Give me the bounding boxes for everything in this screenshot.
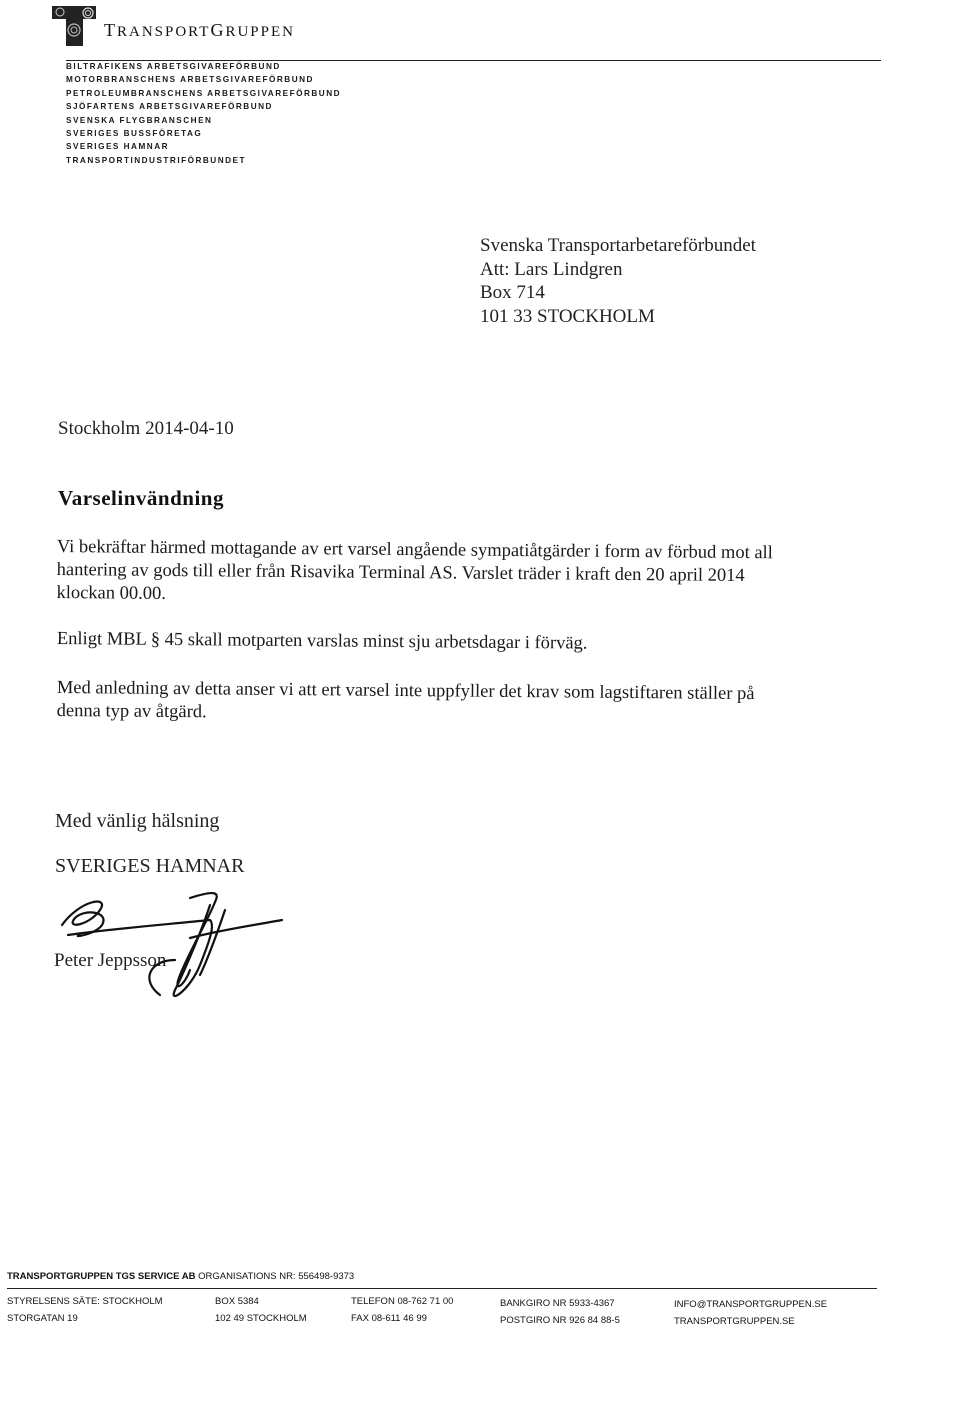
member-item: PETROLEUMBRANSCHENS ARBETSGIVAREFÖRBUND <box>66 88 342 98</box>
footer-email: INFO@TRANSPORTGRUPPEN.SE <box>674 1299 828 1310</box>
member-item: SVERIGES HAMNAR <box>66 142 170 152</box>
signatory-name: Peter Jeppsson <box>54 950 167 971</box>
footer-column-postal <box>215 1293 307 1327</box>
body-paragraph: Enligt MBL § 45 skall motparten varslas minst sju arbetsdagar i förväg. <box>56 628 588 654</box>
footer-rule <box>7 1288 877 1289</box>
footer-org-number: ORGANISATIONS NR: 556498-9373 <box>198 1271 355 1282</box>
body-paragraph: Med anledning av detta anser vi att ert varsel inte uppfyller det krav som lagstiftaren ställer på denna typ av åtgärd. <box>56 677 755 723</box>
footer-box: BOX 5384 <box>215 1296 259 1307</box>
recipient-organisation: Svenska Transportarbetareförbundet <box>480 235 756 256</box>
member-item: MOTORBRANSCHENS ARBETSGIVAREFÖRBUND <box>66 75 314 85</box>
footer-column-web <box>674 1296 827 1330</box>
brand-name: TRANSPORTGRUPPEN <box>104 20 295 40</box>
footer-website: TRANSPORTGRUPPEN.SE <box>674 1316 795 1327</box>
footer-column-seat <box>7 1293 163 1327</box>
footer-postgiro: POSTGIRO NR 926 84 88-5 <box>500 1315 620 1326</box>
recipient-address <box>480 234 756 328</box>
body-paragraph: Vi bekräftar härmed mottagande av ert varsel angående sympatiåtgärder i form av förbud mot all hantering av gods till eller från Risavika Terminal AS. Varslet träder i kraft den 20 april 2014 klockan 00.00. <box>56 536 773 604</box>
recipient-box: Box 714 <box>480 282 545 303</box>
letter-subject: Varselinvändning <box>58 486 224 510</box>
footer-postal: 102 49 STOCKHOLM <box>215 1313 307 1324</box>
footer-street: STORGATAN 19 <box>7 1313 78 1324</box>
footer-company-name: TRANSPORTGRUPPEN TGS SERVICE AB <box>7 1271 196 1282</box>
footer-telephone: TELEFON 08-762 71 00 <box>351 1296 454 1307</box>
member-item: BILTRAFIKENS ARBETSGIVAREFÖRBUND <box>66 62 281 71</box>
footer-seat: STYRELSENS SÄTE: STOCKHOLM <box>7 1296 163 1307</box>
footer-bankgiro: BANKGIRO NR 5933-4367 <box>500 1298 615 1309</box>
member-item: TRANSPORTINDUSTRIFÖRBUNDET <box>66 155 247 165</box>
member-item: SVENSKA FLYGBRANSCHEN <box>66 115 213 125</box>
handwritten-signature <box>40 880 300 1015</box>
date-line: Stockholm 2014-04-10 <box>58 418 234 439</box>
transportgruppen-logo <box>52 6 96 46</box>
member-organisations <box>66 60 341 167</box>
member-item: SVERIGES BUSSFÖRETAG <box>66 129 203 139</box>
closing-greeting: Med vänlig hälsning <box>55 810 220 832</box>
sender-organisation: SVERIGES HAMNAR <box>55 855 245 877</box>
footer-column-giro <box>500 1295 620 1329</box>
footer-column-phone <box>351 1293 453 1327</box>
footer-company-line <box>7 1271 877 1282</box>
footer-fax: FAX 08-611 46 99 <box>351 1313 427 1324</box>
recipient-attention: Att: Lars Lindgren <box>480 258 623 280</box>
member-item: SJÖFARTENS ARBETSGIVAREFÖRBUND <box>66 102 273 112</box>
recipient-postal: 101 33 STOCKHOLM <box>480 305 655 327</box>
